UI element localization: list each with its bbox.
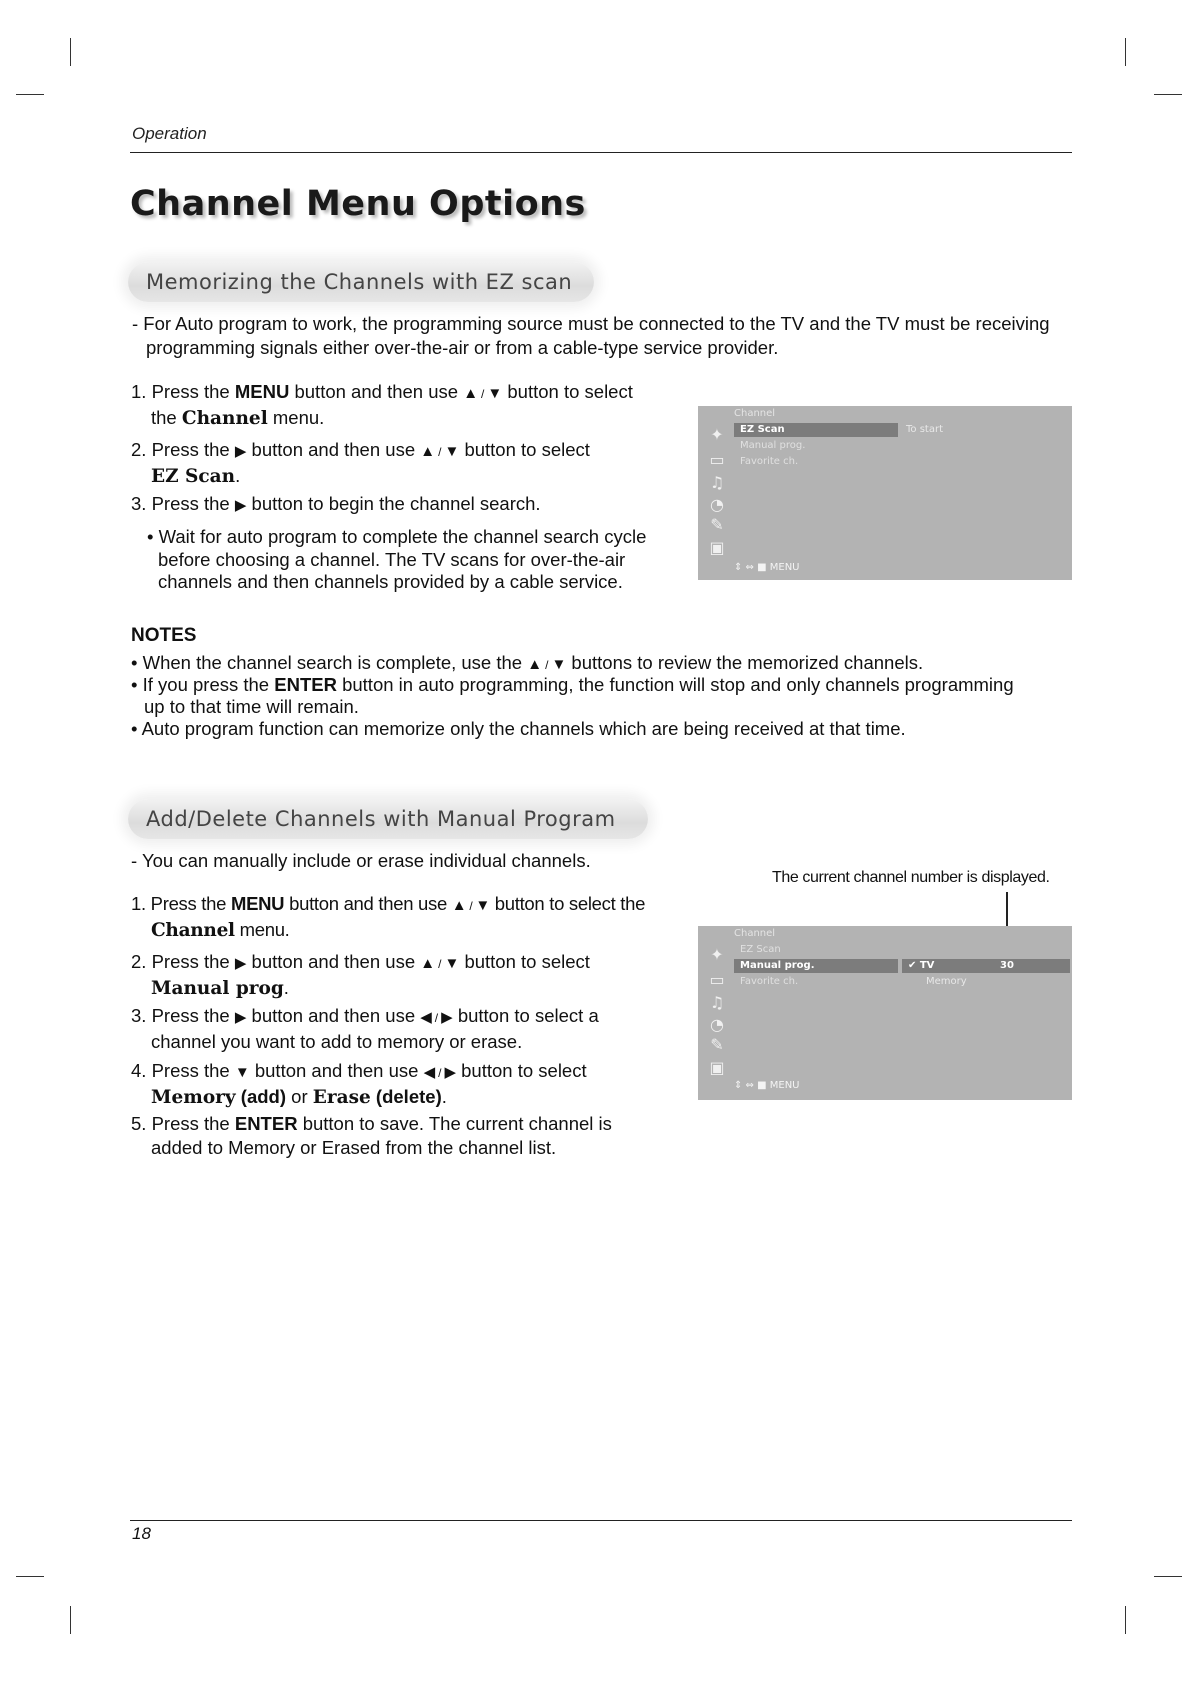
picture-icon: ▭	[709, 450, 725, 469]
s2-step-5: 5. Press the ENTER button to save. The current channel is added to Memory or Erased from the channel list.	[131, 1113, 612, 1158]
crop-mark	[1154, 1576, 1182, 1577]
screen-icon: ▣	[709, 538, 725, 557]
right-arrow-icon: ▶	[234, 1009, 247, 1026]
osd-screenshot-manual-prog	[698, 926, 1072, 1100]
osd-nav-hint: ⇕ ⇔ ■ MENU	[734, 562, 800, 573]
page-title: Channel Menu Options	[130, 184, 586, 224]
up-arrow-icon: ▲	[451, 897, 467, 914]
up-arrow-icon: ▲	[420, 955, 436, 972]
s2-step-4: 4. Press the ▼ button and then use ◀ / ▶ button to select Memory (add) or Erase (delete).	[131, 1060, 587, 1108]
crop-mark	[70, 38, 71, 66]
s2-step-1: 1. Press the MENU button and then use ▲ / ▼ button to select the Channel menu.	[131, 893, 646, 941]
osd-screenshot-ez-scan	[698, 406, 1072, 580]
osd-menu-title: Channel	[734, 408, 776, 419]
crop-mark	[1154, 94, 1182, 95]
section-heading-ez-scan: Memorizing the Channels with EZ scan	[128, 262, 594, 302]
sound-icon: ♫	[709, 473, 725, 492]
right-arrow-icon: ▶	[444, 1064, 456, 1081]
section2-intro: - You can manually include or erase individual channels.	[131, 850, 591, 871]
s1-step-2: 2. Press the ▶ button and then use ▲ / ▼ button to select EZ Scan.	[131, 439, 590, 487]
header-rule	[130, 152, 1072, 153]
s1-step-3: 3. Press the ▶ button to begin the channel search.	[131, 493, 541, 514]
osd-sub-memory: Memory	[926, 976, 967, 987]
note-2: • If you press the ENTER button in auto programming, the function will stop and only channels programming up to that time will remain.	[131, 674, 1014, 717]
s2-step-3: 3. Press the ▶ button and then use ◀ / ▶ button to select a channel you want to add to memory or erase.	[131, 1005, 599, 1052]
up-arrow-icon: ▲	[527, 656, 543, 673]
down-arrow-icon: ▼	[444, 443, 460, 460]
down-arrow-icon: ▼	[475, 897, 490, 914]
down-arrow-icon: ▼	[487, 385, 503, 402]
antenna-icon: ✦	[710, 425, 724, 444]
section1-intro: - For Auto program to work, the programming source must be connected to the TV and the TV must be receiving programming signals either over-the-air or from a cable-type service provider.	[132, 313, 1050, 358]
osd-icon-column	[698, 406, 736, 580]
notes-title: NOTES	[131, 625, 197, 646]
footer-rule	[130, 1520, 1072, 1521]
osd-sub-tv: ✔ TV 30	[902, 959, 1070, 973]
sound-icon: ♫	[709, 993, 725, 1012]
left-arrow-icon: ◀	[420, 1009, 432, 1026]
down-arrow-icon: ▼	[234, 1064, 250, 1081]
osd-to-start: To start	[906, 424, 943, 435]
right-arrow-icon: ▶	[234, 955, 247, 972]
osd-item-manual-prog: Manual prog.	[740, 440, 806, 451]
crop-mark	[1125, 1606, 1126, 1634]
osd-channel-number: 30	[1000, 960, 1014, 971]
time-icon: ◔	[710, 495, 724, 514]
time-icon: ◔	[710, 1015, 724, 1034]
antenna-icon: ✦	[710, 945, 724, 964]
osd-nav-hint: ⇕ ⇔ ■ MENU	[734, 1080, 800, 1091]
s1-step-1: 1. Press the MENU button and then use ▲ / ▼ button to select the Channel menu.	[131, 381, 633, 429]
osd-item-ez-scan: EZ Scan	[734, 423, 898, 437]
page-number: 18	[132, 1524, 151, 1543]
crop-mark	[1125, 38, 1126, 66]
note-1: • When the channel search is complete, use the ▲ / ▼ buttons to review the memorized channels.	[131, 652, 924, 673]
picture-icon: ▭	[709, 970, 725, 989]
left-arrow-icon: ◀	[423, 1064, 436, 1081]
option-icon: ✎	[710, 1035, 724, 1054]
down-arrow-icon: ▼	[444, 955, 460, 972]
section-heading-manual-program: Add/Delete Channels with Manual Program	[128, 799, 648, 839]
osd-item-favorite: Favorite ch.	[740, 976, 799, 987]
osd-item-manual-prog: Manual prog.	[734, 959, 898, 973]
callout-text: The current channel number is displayed.	[772, 869, 1050, 886]
screen-icon: ▣	[709, 1058, 725, 1077]
s2-step-2: 2. Press the ▶ button and then use ▲ / ▼ button to select Manual prog.	[131, 951, 590, 999]
down-arrow-icon: ▼	[551, 656, 567, 673]
up-arrow-icon: ▲	[463, 385, 479, 402]
header-section-label: Operation	[132, 124, 207, 143]
option-icon: ✎	[710, 515, 724, 534]
up-arrow-icon: ▲	[420, 443, 436, 460]
osd-icon-column	[698, 926, 736, 1100]
crop-mark	[16, 94, 44, 95]
note-3: • Auto program function can memorize only the channels which are being received at that time.	[131, 718, 906, 739]
osd-item-favorite: Favorite ch.	[740, 456, 799, 467]
osd-item-ez-scan: EZ Scan	[740, 944, 781, 955]
right-arrow-icon: ▶	[234, 443, 247, 460]
crop-mark	[70, 1606, 71, 1634]
right-arrow-icon: ▶	[234, 497, 247, 514]
osd-menu-title: Channel	[734, 928, 776, 939]
right-arrow-icon: ▶	[441, 1009, 453, 1026]
crop-mark	[16, 1576, 44, 1577]
s1-bullet: • Wait for auto program to complete the channel search cycle before choosing a channel. The TV scans for over-the-air channels and then channels provided by a cable service.	[147, 526, 647, 592]
